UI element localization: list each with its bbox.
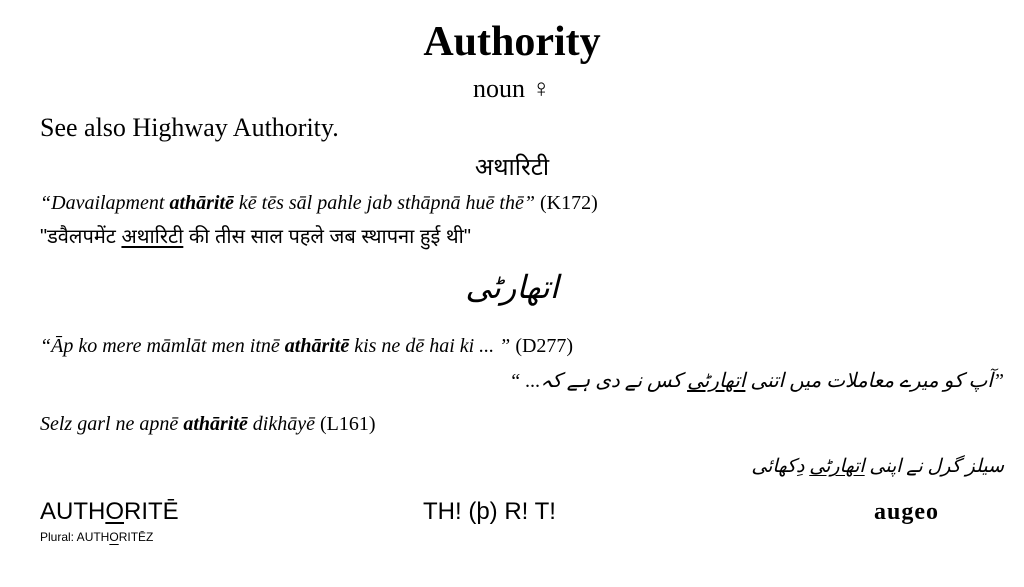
ex3-translit-pre: Selz garl ne apnē [40, 413, 184, 435]
ex1-deva-post: की तीस साल पहले जब स्थापना हुई थी" [183, 226, 471, 248]
example-2-urdu [509, 368, 1004, 393]
blackletter-word: augeo [874, 499, 939, 525]
part-of-speech: noun ♀ [473, 74, 551, 103]
ex1-translit-bold: athāritē [169, 192, 234, 214]
ex2-translit-pre: “Āp ko mere māmlāt men itnē [40, 335, 285, 357]
phonetic-code: TH! (þ) R! T! [423, 498, 556, 525]
headword: Authority [423, 19, 601, 65]
plural [40, 530, 153, 544]
ex1-deva-underlined: अथारिटी [121, 226, 184, 248]
ex2-urdu-underlined: اتھارٹی [687, 370, 746, 392]
respell-post: RITĒ [124, 498, 179, 525]
plural-post: RITĒZ [118, 530, 154, 544]
ex3-source: (L161) [314, 413, 376, 435]
plural-pre: Plural: AUTH [40, 530, 110, 544]
ex2-source: (D277) [510, 335, 574, 357]
ex3-urdu-underlined: اتھارٹی [809, 456, 865, 477]
ex3-urdu-post: دِکھائی [751, 456, 810, 477]
example-2-transliteration [40, 335, 573, 358]
example-1-transliteration [40, 192, 598, 215]
ex1-translit-post: kē tēs sāl pahle jab sthāpnā huē thē” [233, 192, 535, 214]
ex1-source: (K172) [534, 192, 598, 214]
plural-underlined: O [109, 530, 119, 544]
urdu-headword: اتھارٹی [465, 269, 559, 305]
ex2-urdu-post: کس نے دی ہے کہ... “ [509, 370, 688, 392]
example-1-devanagari [40, 222, 471, 249]
ex3-translit-post: dikhāyē [247, 413, 315, 435]
ex3-urdu-pre: سیلز گرل نے اپنی [864, 456, 1004, 477]
hindi-headword: अथारिटी [474, 154, 550, 181]
ex2-urdu-pre: ”آپ کو میرے معاملات میں اتنی [745, 370, 1004, 392]
respell-pre: AUTH [40, 498, 106, 525]
ex1-translit-pre: “Davailapment [40, 192, 170, 214]
example-3-transliteration [40, 413, 376, 436]
ex2-translit-post: kis ne dē hai ki ... ” [349, 335, 511, 357]
ex2-translit-bold: athāritē [284, 335, 350, 357]
ex1-deva-pre: "डवैलपमेंट [40, 226, 122, 248]
respell-underlined: O [105, 498, 125, 525]
ex3-translit-bold: athāritē [183, 413, 248, 435]
example-3-urdu [751, 455, 1004, 478]
see-also: See also Highway Authority. [40, 113, 339, 142]
respelling [40, 498, 179, 526]
